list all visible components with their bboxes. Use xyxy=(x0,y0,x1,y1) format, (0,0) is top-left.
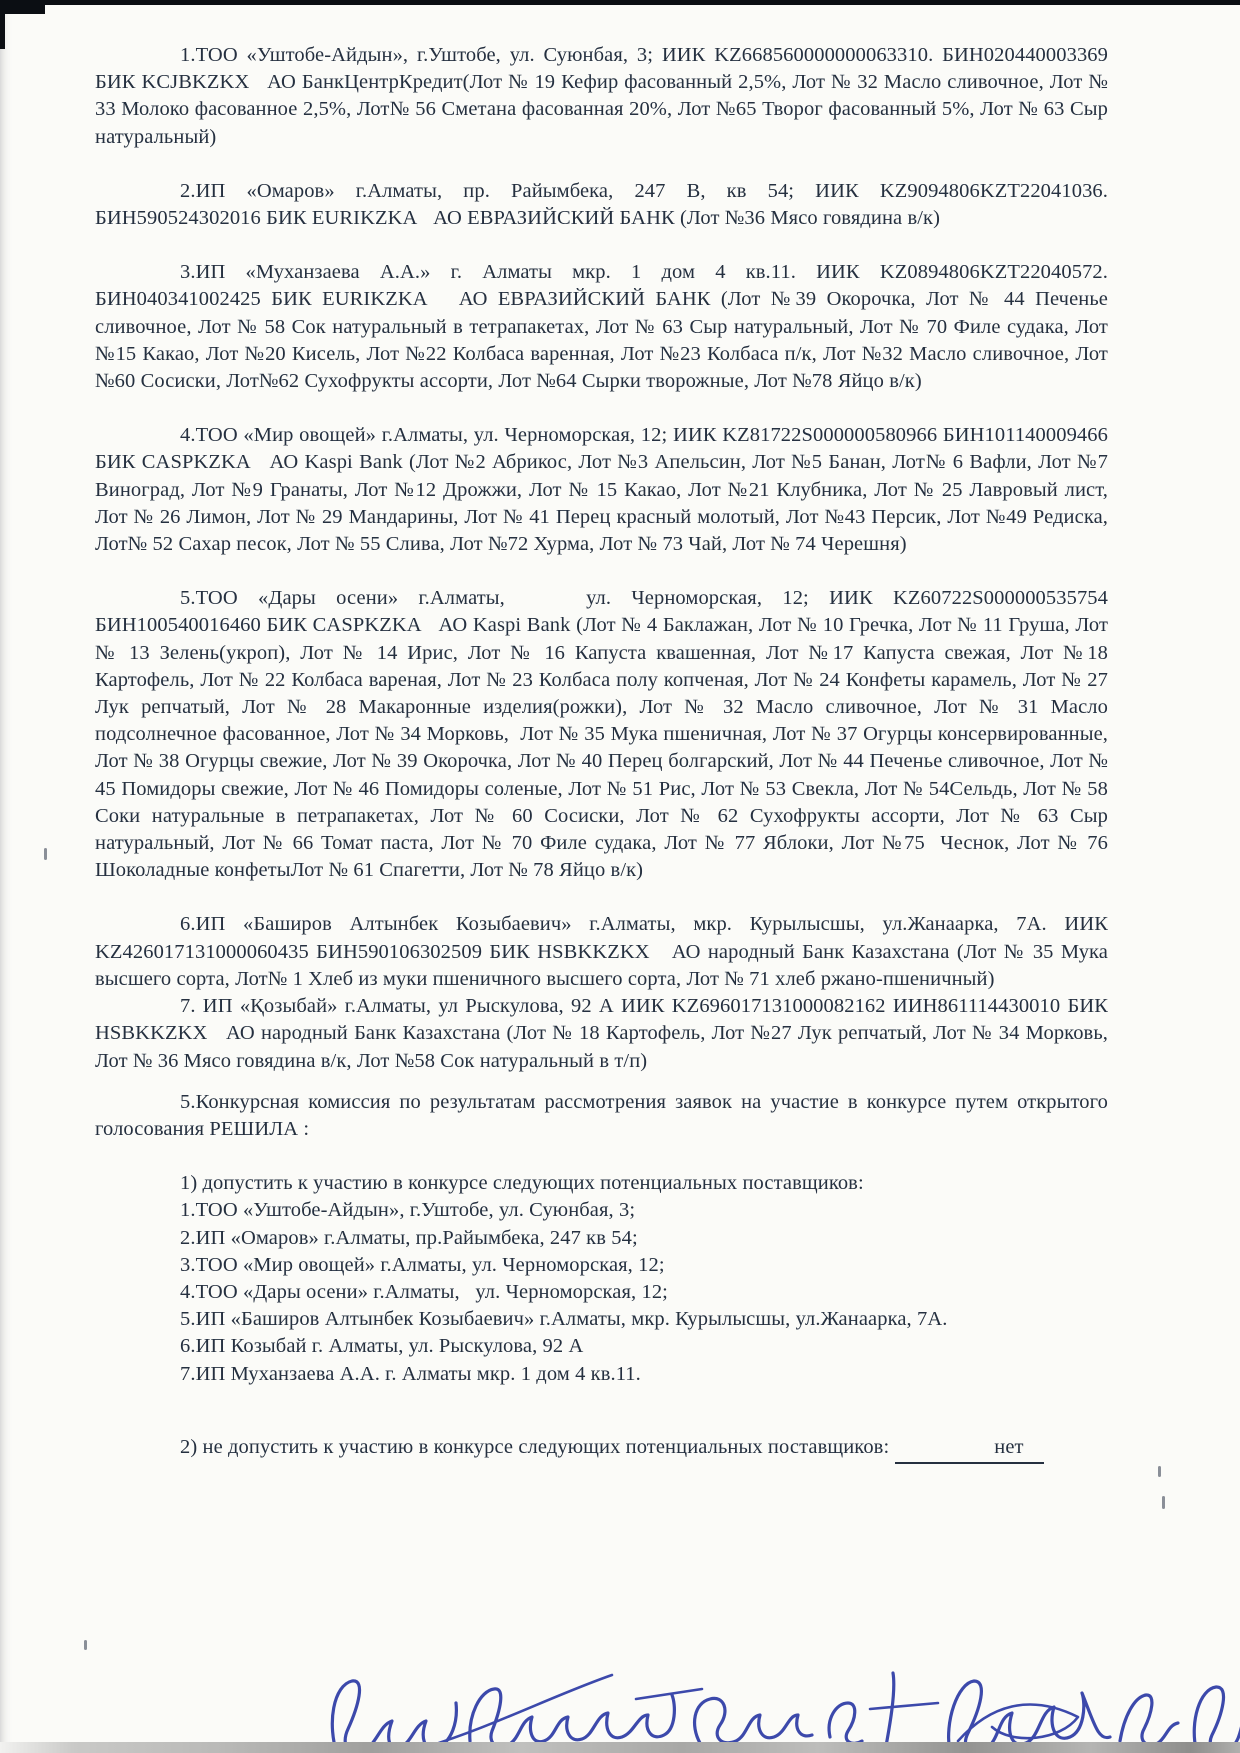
admitted-supplier-7: 7.ИП Муханзаева А.А. г. Алматы мкр. 1 дом 4 кв.11. xyxy=(180,1362,641,1385)
scan-artifact-bottom-edge xyxy=(0,1742,1240,1753)
decision-1-label: 1) допустить к участию в конкурсе следующих потенциальных поставщиков: xyxy=(180,1172,864,1195)
decision-2-answer: нет xyxy=(895,1434,1043,1464)
admitted-supplier-6: 6.ИП Козыбай г. Алматы, ул. Рыскулова, 92 А xyxy=(180,1335,584,1358)
scan-speck xyxy=(1162,1496,1165,1509)
admitted-supplier-3: 3.ТОО «Мир овощей» г.Алматы, ул. Черноморская, 12; xyxy=(180,1253,665,1276)
supplier-paragraph-1: 1.ТОО «Уштобе-Айдын», г.Уштобе, ул. Суюнбая, 3; ИИК KZ668560000000063310. БИН020440003369 БИК KCJBKZKX АО БанкЦентрКредит(Лот № 19 Кефир фасованный 2,5%, Лот № 32 Масло сливочное, Лот № 33 Молоко фасованное 2,5%, Лот№ 56 Сметана фасованная 20%, Лот №65 Творог фасованный 5%, Лот № 63 Сыр натуральный) xyxy=(95,44,1108,148)
resolution-intro: 5.Конкурсная комиссия по результатам рассмотрения заявок на участие в конкурсе путем открытого голосования РЕШИЛА : xyxy=(95,1090,1108,1140)
supplier-paragraph-6: 6.ИП «Баширов Алтынбек Козыбаевич» г.Алматы, мкр. Курылысшы, ул.Жанаарка, 7А. ИИК KZ426017131000060435 БИН590106302509 БИК HSBKKZKX АО народный Банк Казахстана (Лот № 35 Мука высшего сорта, Лот№ 1 Хлеб из муки пшеничного высшего сорта, Лот № 71 хлеб ржано-пшеничный) xyxy=(95,913,1108,990)
supplier-paragraph-3: 3.ИП «Муханзаева А.А.» г. Алматы мкр. 1 дом 4 кв.11. ИИК KZ0894806KZT22040572. БИН040341002425 БИК EURIKZKA АО ЕВРАЗИЙСКИЙ БАНК (Лот №39 Окорочка, Лот № 44 Печенье сливочное, Лот № 58 Сок натуральный в тетрапакетах, Лот № 63 Сыр натуральный, Лот № 70 Филе судака, Лот №15 Какао, Лот №20 Кисель, Лот №22 Колбаса варенная, Лот №23 Колбаса п/к, Лот №32 Масло сливочное, Лот №60 Сосиски, Лот№62 Сухофрукты ассорти, Лот №64 Сырки творожные, Лот №78 Яйцо в/к) xyxy=(95,261,1108,393)
scan-artifact-top-left-corner xyxy=(0,0,45,14)
admitted-supplier-4: 4.ТОО «Дары осени» г.Алматы, ул. Черноморская, 12; xyxy=(180,1280,668,1303)
decision-2-label: 2) не допустить к участию в конкурсе следующих потенциальных поставщиков: xyxy=(180,1435,890,1458)
supplier-paragraph-2: 2.ИП «Омаров» г.Алматы, пр. Райымбека, 247 В, кв 54; ИИК KZ9094806KZT22041036. БИН590524302016 БИК EURIKZKA АО ЕВРАЗИЙСКИЙ БАНК (Лот №36 Мясо говядина в/к) xyxy=(95,179,1108,230)
supplier-paragraph-4: 4.ТОО «Мир овощей» г.Алматы, ул. Черноморская, 12; ИИК KZ81722S000000580966 БИН101140009466 БИК CASPKZKA АО Kaspi Bank (Лот №2 Абрикос, Лот №3 Апельсин, Лот №5 Банан, Лот№ 6 Вафли, Лот №7 Виноград, Лот №9 Гранаты, Лот №12 Дрожжи, Лот № 15 Какао, Лот №21 Клубника, Лот № 25 Лавровый лист, Лот № 26 Лимон, Лот № 29 Мандарины, Лот № 41 Перец красный молотый, Лот №43 Персик, Лот №49 Редиска, Лот№ 52 Сахар песок, Лот № 55 Слива, Лот №72 Хурма, Лот № 73 Чай, Лот № 74 Черешня) xyxy=(95,424,1108,556)
scan-artifact-top-edge xyxy=(0,0,1240,5)
supplier-paragraph-7: 7. ИП «Қозыбай» г.Алматы, ул Рыскулова, 92 А ИИК KZ696017131000082162 ИИН861114430010 БИК HSBKKZKX АО народный Банк Казахстана (Лот № 18 Картофель, Лот №27 Лук репчатый, Лот № 34 Морковь, Лот № 36 Мясо говядина в/к, Лот №58 Сок натуральный в т/п) xyxy=(95,995,1108,1072)
signatures-ink xyxy=(0,1645,1240,1753)
supplier-paragraph-5: 5.ТОО «Дары осени» г.Алматы, ул. Черноморская, 12; ИИК KZ60722S000000535754 БИН100540016460 БИК CASPKZKA АО Kaspi Bank (Лот № 4 Баклажан, Лот № 10 Гречка, Лот № 11 Груша, Лот № 13 Зелень(укроп), Лот № 14 Ирис, Лот № 16 Капуста квашенная, Лот №17 Капуста свежая, Лот №18 Картофель, Лот № 22 Колбаса вареная, Лот № 23 Колбаса полу копченая, Лот № 24 Конфеты карамель, Лот № 27 Лук репчатый, Лот № 28 Макаронные изделия(рожки), Лот № 32 Масло сливочное, Лот № 31 Масло подсолнечное фасованное, Лот № 34 Морковь, Лот № 35 Мука пшеничная, Лот № 37 Огурцы консервированные, Лот № 38 Огурцы свежие, Лот № 39 Окорочка, Лот № 40 Перец болгарский, Лот № 44 Печенье сливочное, Лот № 45 Помидоры свежие, Лот № 46 Помидоры соленые, Лот № 51 Рис, Лот № 53 Свекла, Лот № 54Сельдь, Лот № 58 Соки натуральные в петрапакетах, Лот № 60 Сосиски, Лот № 62 Сухофрукты ассорти, Лот № 63 Сыр натуральный, Лот № 66 Томат паста, Лот № 70 Филе судака, Лот № 77 Яблоки, Лот №75 Чеснок, Лот № 76 Шоколадные конфетыЛот № 61 Спагетти, Лот № 78 Яйцо в/к) xyxy=(95,587,1108,882)
decision-2-line xyxy=(95,1434,1108,1464)
admitted-supplier-5: 5.ИП «Баширов Алтынбек Козыбаевич» г.Алматы, мкр. Курылысшы, ул.Жанаарка, 7А. xyxy=(180,1308,948,1331)
document-body xyxy=(95,42,1108,1484)
admitted-supplier-2: 2.ИП «Омаров» г.Алматы, пр.Райымбека, 247 кв 54; xyxy=(180,1226,638,1249)
scan-speck xyxy=(44,848,47,860)
scan-speck xyxy=(84,1640,87,1650)
admitted-supplier-1: 1.ТОО «Уштобе-Айдын», г.Уштобе, ул. Суюнбая, 3; xyxy=(180,1199,636,1222)
scan-speck xyxy=(1158,1466,1161,1477)
scan-artifact-left-edge xyxy=(0,0,5,49)
